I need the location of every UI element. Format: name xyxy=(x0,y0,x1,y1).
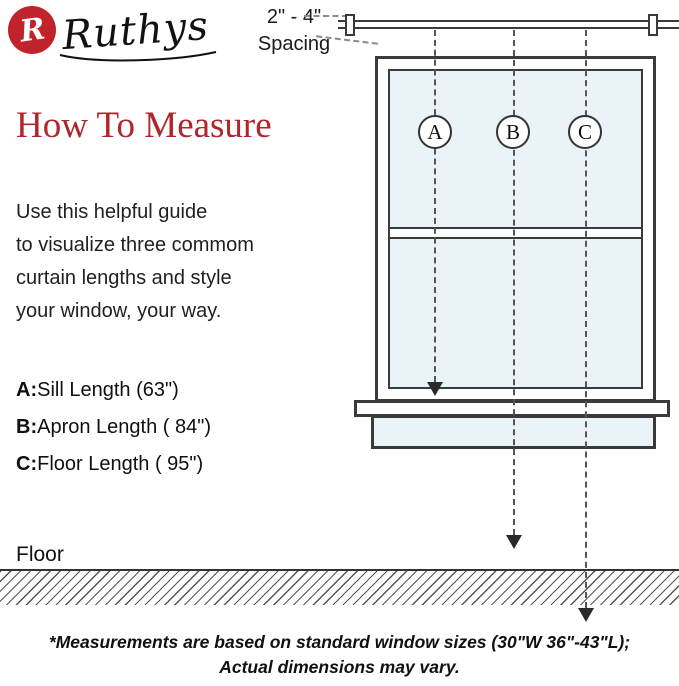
measurement-label: Sill Length (63") xyxy=(37,379,179,401)
floor-label: Floor xyxy=(16,543,64,566)
marker-circle-c xyxy=(568,115,602,149)
measure-line-a xyxy=(434,30,436,382)
measurement-legend xyxy=(16,372,211,483)
spacing-value: 2" - 4" xyxy=(266,6,322,28)
brand-script-text: Ruthys xyxy=(60,2,211,60)
measurement-row-floor xyxy=(16,446,211,483)
measurement-row-apron xyxy=(16,409,211,446)
rod-spacing-note xyxy=(238,4,350,58)
intro-line: curtain lengths and style xyxy=(16,267,232,289)
marker-letter: B xyxy=(505,119,520,144)
window-middle-rail xyxy=(390,227,641,239)
measure-line-b xyxy=(513,30,515,535)
brand-logo-icon xyxy=(8,6,56,54)
logo-initial: R xyxy=(17,10,47,50)
measurement-key: A: xyxy=(16,379,38,401)
intro-line: to visualize three commom xyxy=(16,234,254,256)
curtain-rod xyxy=(338,20,679,29)
arrow-down-icon xyxy=(506,535,522,549)
window-frame xyxy=(375,56,656,402)
leader-line xyxy=(304,15,348,17)
footnote-line: Actual dimensions may vary. xyxy=(219,657,460,677)
footnote-line: *Measurements are based on standard window sizes (30"W 36"-43"L); xyxy=(48,632,631,652)
rod-bracket-right xyxy=(648,14,658,36)
intro-text xyxy=(16,196,254,328)
marker-circle-b xyxy=(496,115,530,149)
measurement-label: Apron Length ( 84") xyxy=(37,416,211,438)
spacing-label: Spacing xyxy=(257,33,331,55)
marker-letter: C xyxy=(577,119,592,144)
arrow-down-icon xyxy=(427,382,443,396)
intro-line: Use this helpful guide xyxy=(16,201,208,223)
intro-line: your window, your way. xyxy=(16,300,222,322)
marker-letter: A xyxy=(427,119,443,144)
measurement-key: C: xyxy=(16,453,38,475)
measurement-key: B: xyxy=(16,416,38,438)
footnote xyxy=(0,630,679,680)
measurement-label: Floor Length ( 95") xyxy=(37,453,204,475)
logo-flourish-icon xyxy=(58,50,218,64)
floor-hatching xyxy=(0,569,679,605)
rod-bracket-left xyxy=(345,14,355,36)
marker-circle-a xyxy=(418,115,452,149)
measurement-row-sill xyxy=(16,372,211,409)
page-title: How To Measure xyxy=(16,105,272,146)
arrow-down-icon xyxy=(578,608,594,622)
